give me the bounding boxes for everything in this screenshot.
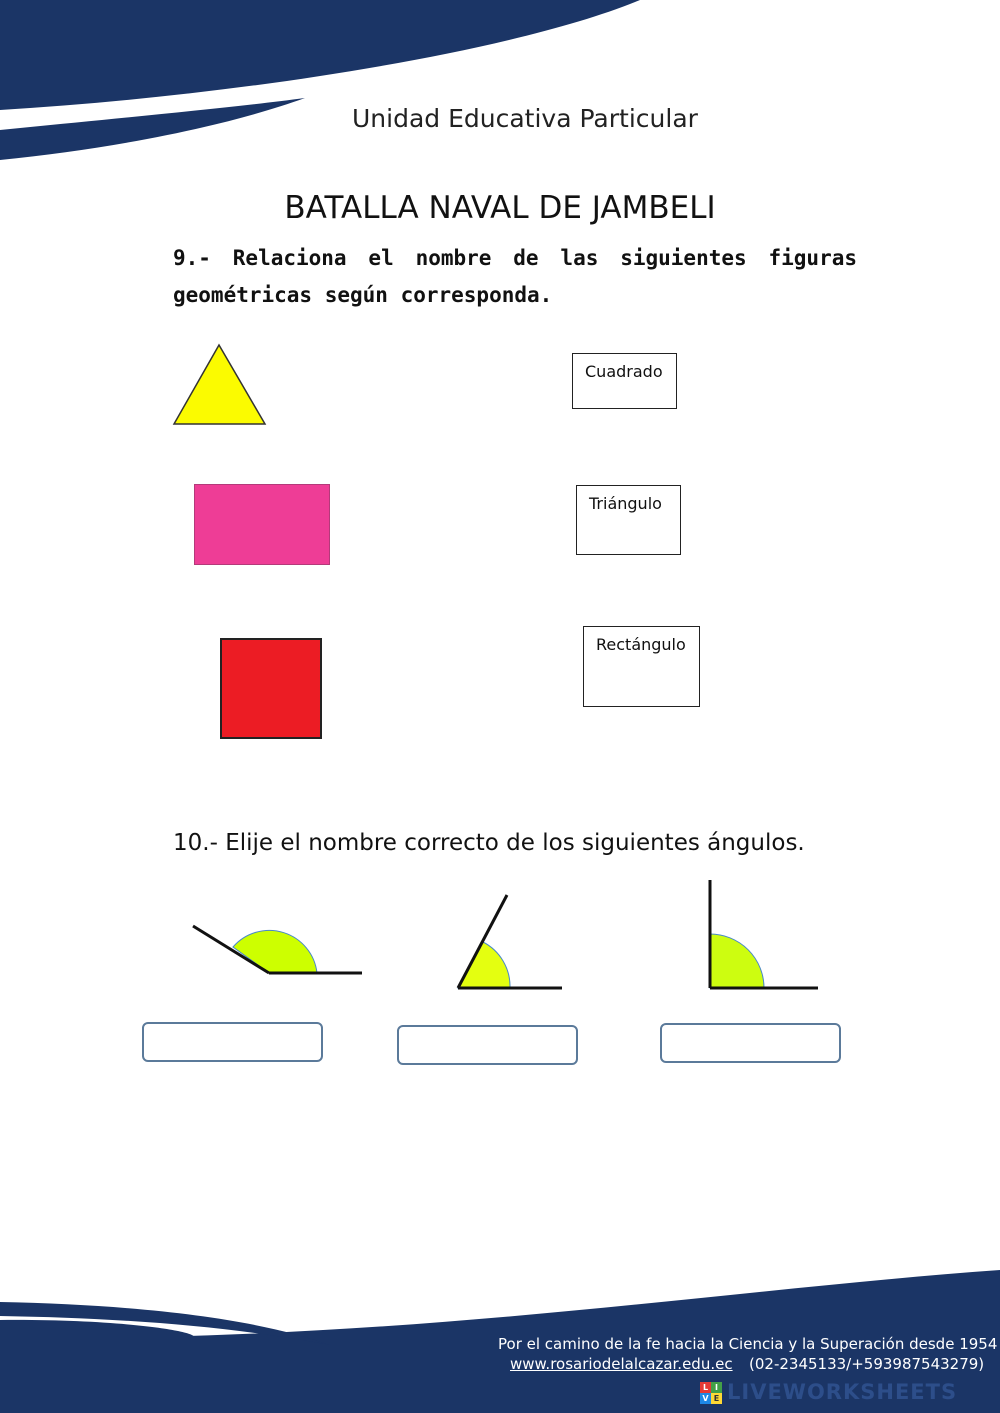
label-box-cuadrado[interactable]: Cuadrado <box>572 353 677 409</box>
answer-box-obtuse-angle[interactable] <box>142 1022 323 1062</box>
label-box-rectangulo[interactable]: Rectángulo <box>583 626 700 707</box>
footer-phones: (02-2345133/+593987543279) <box>749 1355 985 1373</box>
pink-rectangle-shape <box>194 484 330 565</box>
school-name: Unidad Educativa Particular <box>352 104 698 133</box>
header-wave-decoration <box>0 0 1000 170</box>
logo-letter: V <box>700 1393 711 1404</box>
footer-motto: Por el camino de la fe hacia la Ciencia y la Superación desde 1954 <box>498 1335 998 1353</box>
answer-box-acute-angle[interactable] <box>397 1025 578 1065</box>
red-square-shape <box>220 638 322 739</box>
yellow-triangle-shape <box>172 343 268 427</box>
logo-letter: L <box>700 1382 711 1393</box>
page-title: BATALLA NAVAL DE JAMBELI <box>284 190 716 226</box>
liveworksheets-logo-icon <box>700 1382 722 1404</box>
acute-angle-figure <box>450 890 570 995</box>
obtuse-angle-figure <box>185 915 370 985</box>
footer-website-link[interactable]: www.rosariodelalcazar.edu.ec <box>510 1355 733 1373</box>
question-9-text: 9.- Relaciona el nombre de las siguientes figuras geométricas según corresponda. <box>173 246 857 307</box>
question-10-text: 10.- Elije el nombre correcto de los siguientes ángulos. <box>173 830 805 856</box>
right-angle-figure <box>700 875 825 995</box>
answer-box-right-angle[interactable] <box>660 1023 841 1063</box>
liveworksheets-watermark: LIVEWORKSHEETS <box>727 1380 958 1404</box>
logo-letter: E <box>711 1393 722 1404</box>
logo-letter: I <box>711 1382 722 1393</box>
label-box-triangulo[interactable]: Triángulo <box>576 485 681 555</box>
